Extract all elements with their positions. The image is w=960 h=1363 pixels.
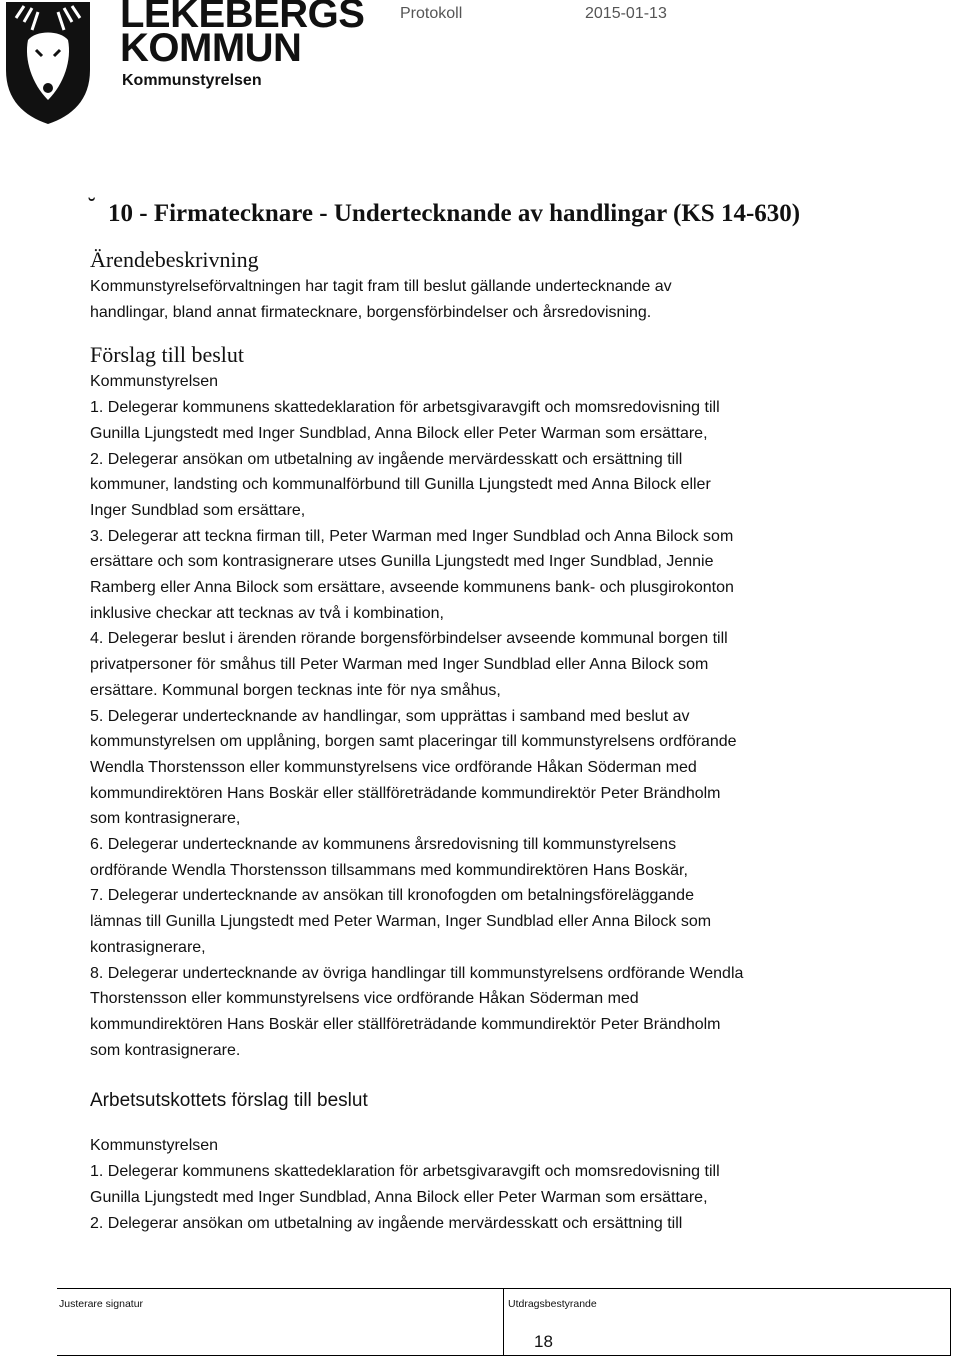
brand-name-line2: KOMMUN [120, 26, 302, 70]
document-date: 2015-01-13 [585, 5, 667, 22]
section-mark-icon: ˘ [88, 193, 96, 218]
text-line: ersättare och som kontrasignerare utses Gunilla Ljungstedt med Inger Sundblad, Jennie [90, 553, 714, 571]
text-line: Thorstensson eller kommunstyrelsens vice ordförande Håkan Söderman med [90, 990, 639, 1008]
brand-name-line1: LEKEBERGS [120, 0, 365, 36]
section-proposal-body [90, 369, 890, 1063]
text-line: Kommunstyrelseförvaltningen har tagit fram till beslut gällande undertecknande av [90, 278, 672, 295]
document-type: Protokoll [400, 5, 463, 22]
text-line: 2. Delegerar ansökan om utbetalning av ingående mervärdesskatt och ersättning till [90, 450, 683, 468]
brand-department: Kommunstyrelsen [122, 72, 262, 89]
text-line: kommundirektören Hans Boskär eller ställföreträdande kommundirektör Peter Brändholm [90, 1015, 721, 1033]
section-committee-proposal-body [90, 1133, 890, 1236]
item-title [88, 193, 890, 232]
extract-label: Utdragsbestyrande [508, 1298, 597, 1310]
text-line: privatpersoner för småhus till Peter Warman med Inger Sundblad eller Anna Bilock som [90, 656, 709, 674]
text-line: kommunstyrelsen om upplåning, borgen samt placeringar till kommunstyrelsens ordförande [90, 733, 737, 751]
section-description-body [90, 274, 890, 325]
text-line: Ramberg eller Anna Bilock som ersättare, avseende kommunens bank- och plusgirokonton [90, 579, 734, 597]
text-line: som kontrasignerare, [90, 810, 241, 828]
text-line: Wendla Thorstensson eller kommunstyrelsens vice ordförande Håkan Söderman med [90, 758, 697, 776]
page-footer [57, 1288, 950, 1354]
section-heading-proposal: Förslag till beslut [90, 342, 244, 368]
text-line: kommuner, landsting och kommunalförbund till Gunilla Ljungstedt med Anna Bilock eller [90, 476, 711, 494]
text-line: ersättare. Kommunal borgen tecknas inte för nya småhus, [90, 681, 501, 699]
text-line: 1. Delegerar kommunens skattedeklaration för arbetsgivaravgift och momsredovisning till [90, 1163, 720, 1181]
text-line: inklusive checkar att tecknas av två i kombination, [90, 604, 444, 622]
text-line: Kommunstyrelsen [90, 373, 219, 391]
page-header [0, 0, 960, 130]
item-title-text: 10 - Firmatecknare - Undertecknande av handlingar (KS 14-630) [108, 200, 801, 227]
text-line: ordförande Wendla Thorstensson tillsammans med kommundirektören Hans Boskär, [90, 861, 688, 879]
text-line: 6. Delegerar undertecknande av kommunens årsredovisning till kommunstyrelsens [90, 836, 677, 854]
section-heading-description: Ärendebeskrivning [90, 247, 259, 272]
text-line: 1. Delegerar kommunens skattedeklaration för arbetsgivaravgift och momsredovisning till [90, 399, 720, 417]
document-body [88, 193, 890, 1236]
text-line: kontrasignerare, [90, 938, 206, 956]
text-line: 7. Delegerar undertecknande av ansökan till kronofogden om betalningsföreläggande [90, 887, 694, 905]
text-line: lämnas till Gunilla Ljungstedt med Peter Warman, Inger Sundblad eller Anna Bilock som [90, 913, 712, 931]
text-line: Gunilla Ljungstedt med Inger Sundblad, Anna Bilock eller Peter Warman som ersättare, [90, 424, 708, 442]
text-line: Kommunstyrelsen [90, 1137, 219, 1155]
text-line: handlingar, bland annat firmatecknare, borgensförbindelser och årsredovisning. [90, 303, 652, 321]
section-heading-committee-proposal: Arbetsutskottets förslag till beslut [90, 1090, 368, 1112]
text-line: 4. Delegerar beslut i ärenden rörande borgensförbindelser avseende kommunal borgen till [90, 630, 728, 648]
page-number: 18 [534, 1332, 553, 1351]
text-line: 8. Delegerar undertecknande av övriga handlingar till kommunstyrelsens ordförande Wendla [90, 964, 744, 982]
text-line: 5. Delegerar undertecknande av handlingar, som upprättas i samband med beslut av [90, 707, 690, 725]
text-line: kommundirektören Hans Boskär eller ställföreträdande kommundirektör Peter Brändholm [90, 784, 721, 802]
text-line: som kontrasignerare. [90, 1041, 241, 1059]
text-line: 3. Delegerar att teckna firman till, Peter Warman med Inger Sundblad och Anna Bilock som [90, 527, 734, 545]
text-line: 2. Delegerar ansökan om utbetalning av ingående mervärdesskatt och ersättning till [90, 1214, 683, 1232]
coat-of-arms-logo [2, 0, 94, 126]
text-line: Gunilla Ljungstedt med Inger Sundblad, Anna Bilock eller Peter Warman som ersättare, [90, 1188, 708, 1206]
signature-label: Justerare signatur [59, 1298, 144, 1310]
text-line: Inger Sundblad som ersättare, [90, 501, 306, 519]
